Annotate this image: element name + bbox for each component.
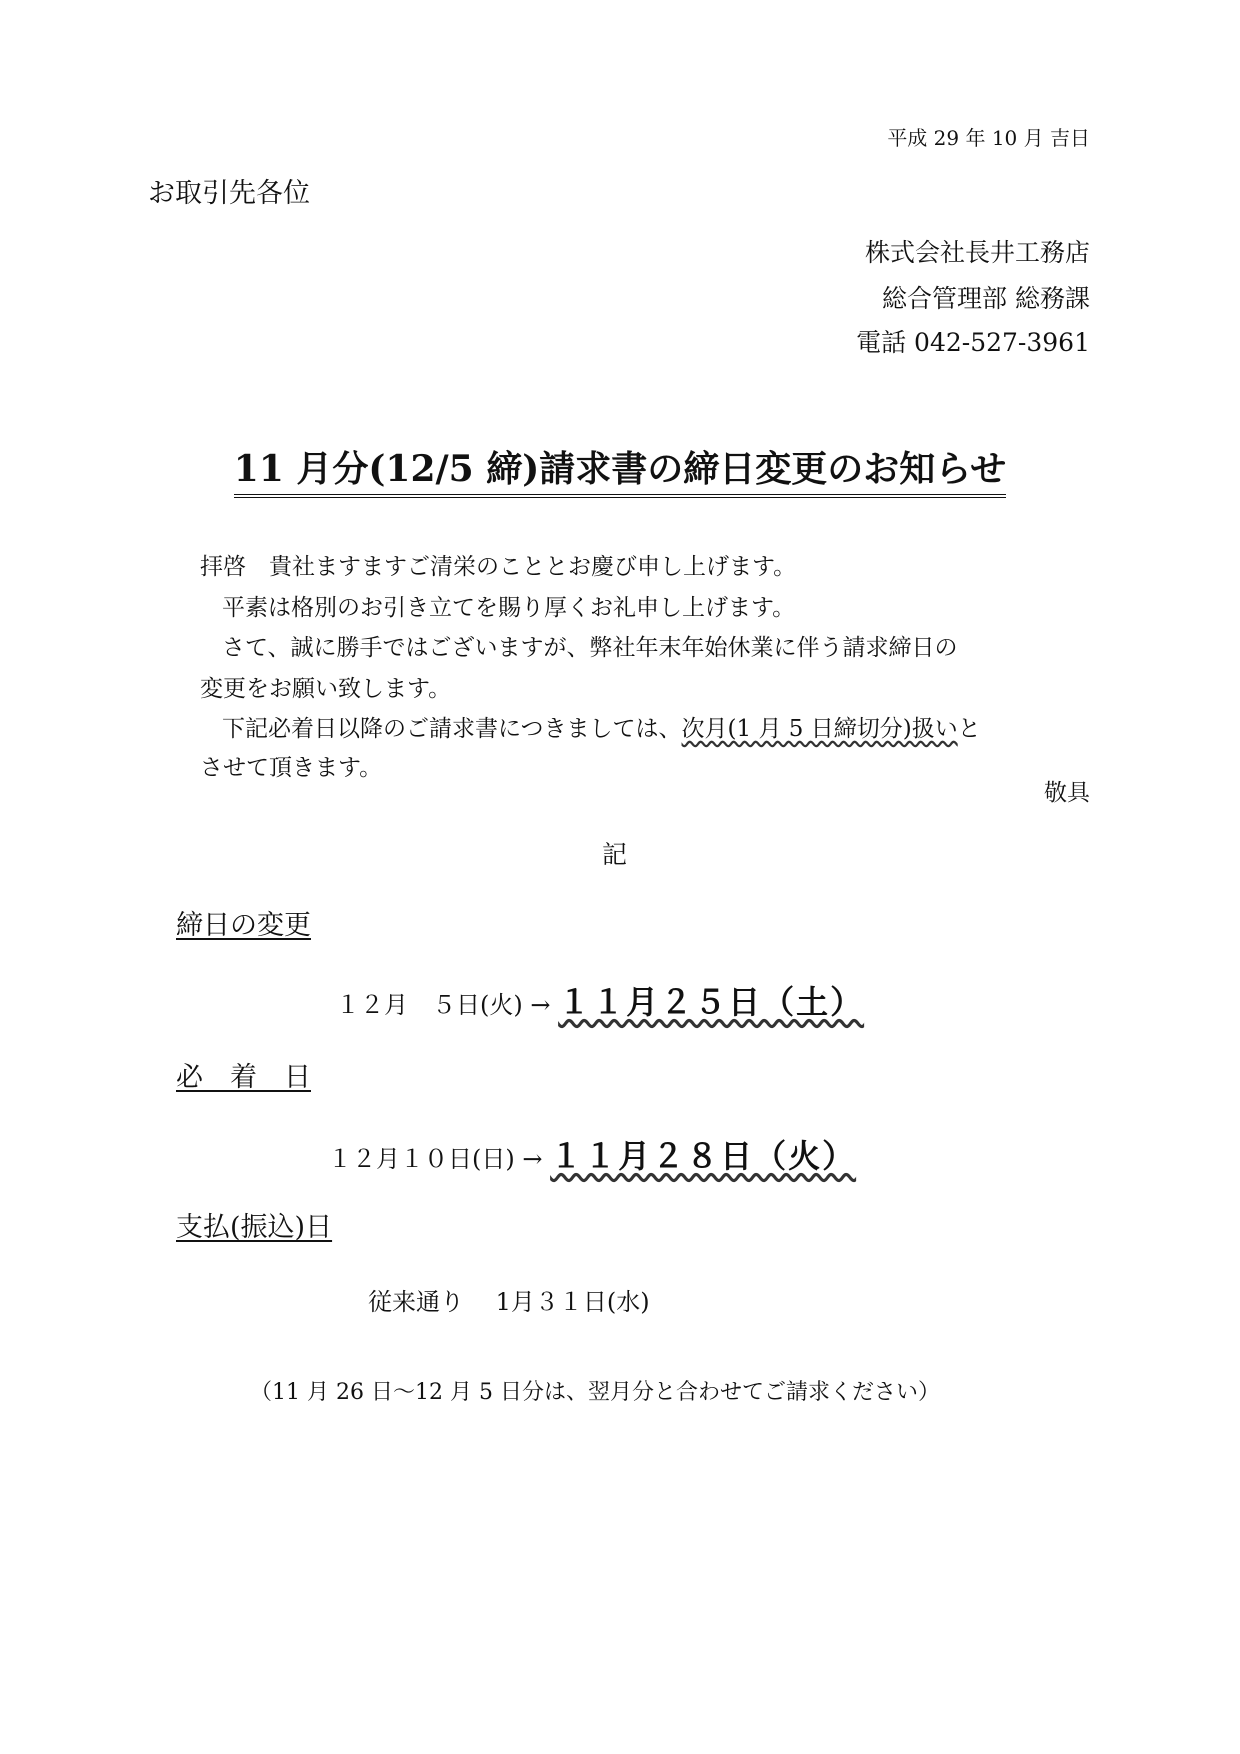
footnote: （11 月 26 日～12 月 5 日分は、翌月分と合わせてご請求ください） bbox=[250, 1380, 940, 1405]
body-line-handling-emphasis: 次月(1 月 5 日締切分)扱い bbox=[681, 716, 958, 742]
payment-date-row: 従来通り 1月３１日(水) bbox=[368, 1288, 650, 1316]
closing-date-new: １１月２５日（土） bbox=[558, 983, 865, 1021]
closing-word: 敬具 bbox=[1044, 780, 1090, 806]
sender-department: 総合管理部 総務課 bbox=[882, 284, 1090, 313]
body-line-request: 変更をお願い致します。 bbox=[200, 676, 452, 702]
body-line-handling-suffix: と bbox=[957, 716, 981, 742]
arrival-date-old: １２月１０日(日) → bbox=[328, 1145, 543, 1173]
body-line-notice: さて、誠に勝手ではございますが、弊社年末年始休業に伴う請求締日の bbox=[222, 635, 958, 661]
document-date: 平成 29 年 10 月 吉日 bbox=[887, 126, 1090, 150]
body-line-thanks: 平素は格別のお引き立てを賜り厚くお礼申し上げます。 bbox=[222, 595, 796, 621]
ki-marker: 記 bbox=[602, 840, 628, 869]
arrival-date-row bbox=[328, 1137, 857, 1175]
sender-phone: 電話 042-527-3961 bbox=[856, 328, 1090, 357]
heading-closing-date-change: 締日の変更 bbox=[176, 910, 311, 941]
sender-company: 株式会社長井工務店 bbox=[864, 238, 1090, 267]
recipient: お取引先各位 bbox=[148, 178, 310, 209]
arrival-date-new: １１月２８日（火） bbox=[550, 1137, 857, 1175]
body-line-end: させて頂きます。 bbox=[200, 755, 383, 781]
closing-date-row bbox=[336, 983, 865, 1021]
document-title: 11 月分(12/5 締)請求書の締日変更のお知らせ bbox=[234, 450, 1006, 498]
body-line-handling bbox=[222, 718, 981, 741]
closing-date-old: １２月 ５日(火) → bbox=[336, 991, 551, 1019]
body-line-handling-prefix: 下記必着日以降のご請求書につきましては、 bbox=[222, 716, 682, 742]
heading-payment-date: 支払(振込)日 bbox=[176, 1212, 333, 1243]
heading-arrival-date: 必 着 日 bbox=[176, 1062, 311, 1093]
title-container bbox=[0, 450, 1240, 498]
body-line-greeting: 拝啓 貴社ますますご清栄のこととお慶び申し上げます。 bbox=[200, 554, 797, 580]
